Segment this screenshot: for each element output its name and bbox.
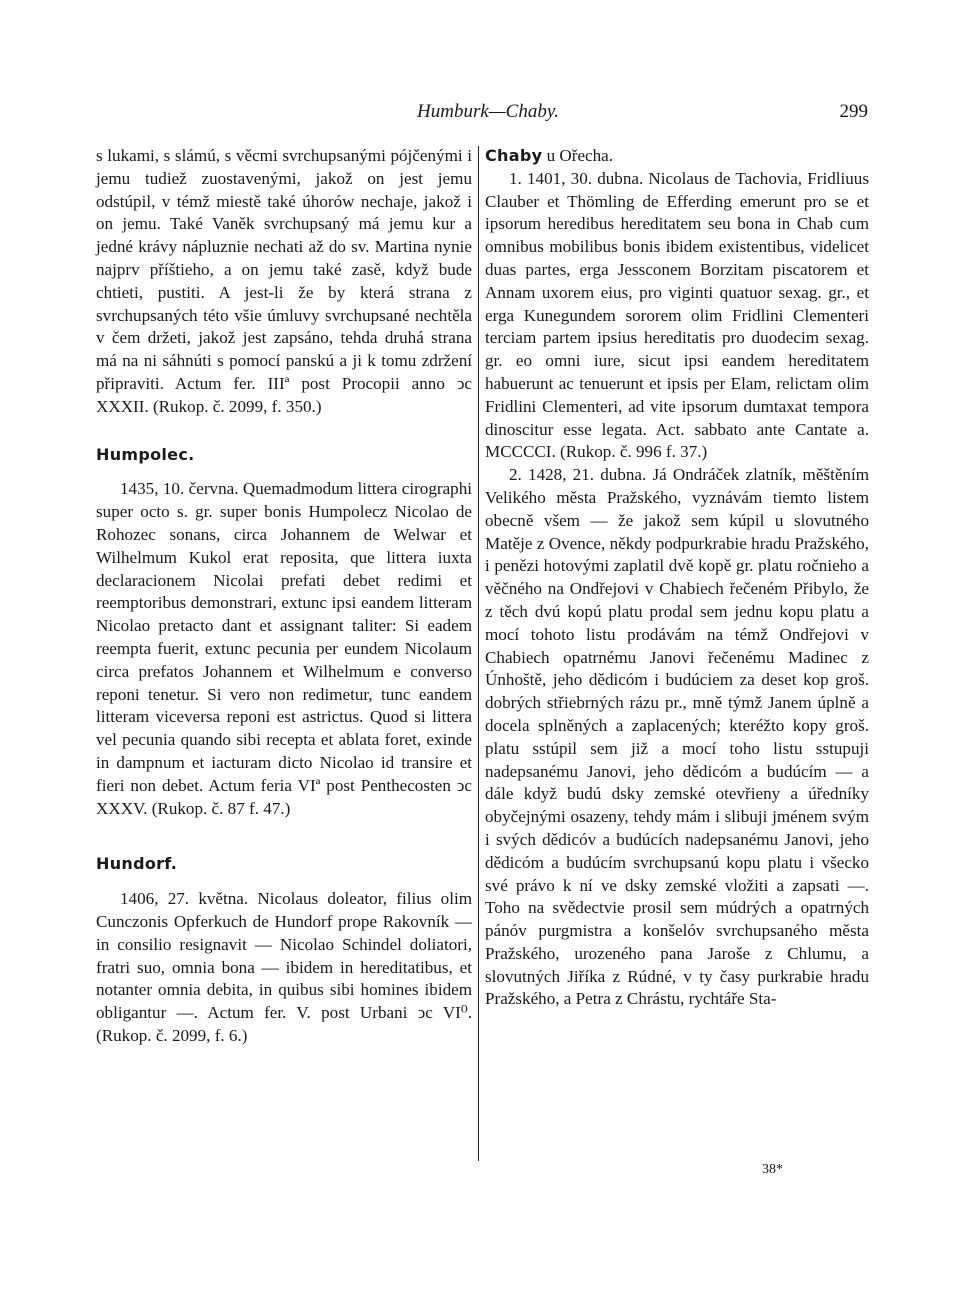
heading-chaby: Chaby (485, 146, 543, 165)
heading-hundorf: Hundorf. (96, 854, 178, 874)
heading-humpolec: Humpolec. (96, 444, 195, 464)
chaby-entry-1: 1. 1401, 30. dubna. Nicolaus de Tachovia, Fridliuus Clauber et Thömling de Efferding emerunt pro se et ipsorum heredibus hereditatem seu bona in Chab cum omnibus mobilibus bonis ibidem existentibus, videlicet duas partes, erga Jessconem Borzitam piscatorem et Annam uxorem eius, pro viginti quatuor sexag. gr., et erga Kunegundem sororem olim Fridlini Clementeri terciam partem ipsius hereditatis pro duodecim sexag. gr. eo omni iure, sicut ipsi eandem hereditatem habuerunt ac tenuerunt et ipsis per Elam, relictam olim Fridlini Clementeri, ad vite ipsorum dumtaxat tempora dinoscitur esse legata. Act. sabbato ante Cantate a. MCCCCI. (Rukop. č. 996 f. 37.) (485, 168, 869, 462)
left-column (96, 145, 472, 1048)
right-column (485, 145, 869, 1011)
humpolec-entry: 1435, 10. června. Quemadmodum littera cirographi super octo s. gr. super bonis Humpolecz Nicolao de Rohozec sonans, circa Johannem de Welwar et Wilhelmum Kukol erat reposita, que littera iuxta declaracionem Nicolai prefati debet redimi et reemptoribus demonstrari, extunc ipsi eandem litteram Nicolao pretacto dant et assignant taliter: Si eadem reempta fuerit, extunc pecunia per eundem Nicolaum circa prefatos Johannem et Wilhelmum e converso reponi tenetur. Si vero non redimetur, tunc eandem litteram viceversa reponi est astrictus. Quod si littera vel pecunia quando sibi recepta et ablata foret, exinde in dampnum et iacturam dicto Nicolao id transire et fieri non debet. Actum feria VIª post Penthecosten ↄc XXXV. (Rukop. č. 87 f. 47.) (96, 479, 472, 818)
continuation-paragraph: s lukami, s slámú, s věcmi svrchupsanými pójčenými i jemu tudiež zuostavenými, jakož on jest jemu odstúpil, v témž miestě také úhorów nechaje, jakož i on jemu. Také Vaněk svrchupsaný má jemu kur a jedné krávy nápluznie nechati až do sv. Martina nynie najprv příštieho, a on jemu také zasě, když bude chtieti, pustiti. A jest-li že by která strana z svrchupsaných této všie úmluvy svrchupsané nechtěla v čem držeti, jakož jest zapsáno, tehda druhá strana má na ni sáhnúti s pomocí panskú a ji k tomu zdržení připraviti. Actum fer. IIIª post Procopii anno ↄc XXXII. (Rukop. č. 2099, f. 350.) (96, 146, 472, 416)
running-title: Humburk—Chaby. (417, 101, 559, 122)
chaby-subheading: u Ořecha. (542, 146, 614, 165)
signature-mark: 38* (762, 1162, 783, 1177)
chaby-heading-line (485, 145, 869, 168)
chaby-entry-2: 2. 1428, 21. dubna. Já Ondráček zlatník, měštěním Velikého města Pražského, vyznávám tiemto listem obecně všem — že jakož sem kúpil u slovutného Matěje z Ovence, někdy podpurkrabie hradu Pražského, i penězi hotovými zaplatil dvě kopě gr. platu ročnieho a věčného na Ondřejovi v Chabiech řečeném Přibylo, že z těch dvú kopú platu prodal sem jednu kopu platu a mocí tohoto listu prodávám na témž Ondřejovi v Chabiech opatrnému Janovi řečenému Madinec z Únhoště, jeho dědicóm i budúciem za deset kop groš. dobrých střiebrných rázu pr., mně týmž Janem úplně a docela splněných a zaplacených; kteréžto kopy groš. platu sstúpil sem již a mocí toho listu sstupuji nadepsanému Janovi, jeho dědicóm a budúcím — a dále když budú dsky zemské otevřieny a úředníky obyčejnými osazeny, tehdy mám i slibuji jménem svým i svých dědicóv a budúcích nadepsanému Janovi, jeho dědicóm a budúcím svrchupsanú kopu platu i všecko své právo k ní ve dsky zemské vložiti a zapsati —. Toho na svědectvie prosil sem múdrých a opatrných pánóv purgmistra a konšelóv svrchupsaného města Pražského, urozeného pana Jaroše z Chlumu, a slovutných Jiříka z Rúdné, v ty časy purkrabie hradu Pražského, a Petra z Chrástu, rychtáře Sta- (485, 465, 869, 1009)
page-number: 299 (839, 101, 868, 122)
column-divider (478, 146, 479, 1161)
hundorf-entry: 1406, 27. května. Nicolaus doleator, filius olim Cunczonis Opferkuch de Hundorf prope Rakovník — in consilio resignavit — Nicolao Schindel doliatori, fratri suo, omnia bona — ibidem in hereditatibus, et notanter omnia debita, in quibus sibi homines ibidem obligantur —. Actum fer. V. post Urbani ↄc VI⁰. (Rukop. č. 2099, f. 6.) (96, 889, 472, 1045)
